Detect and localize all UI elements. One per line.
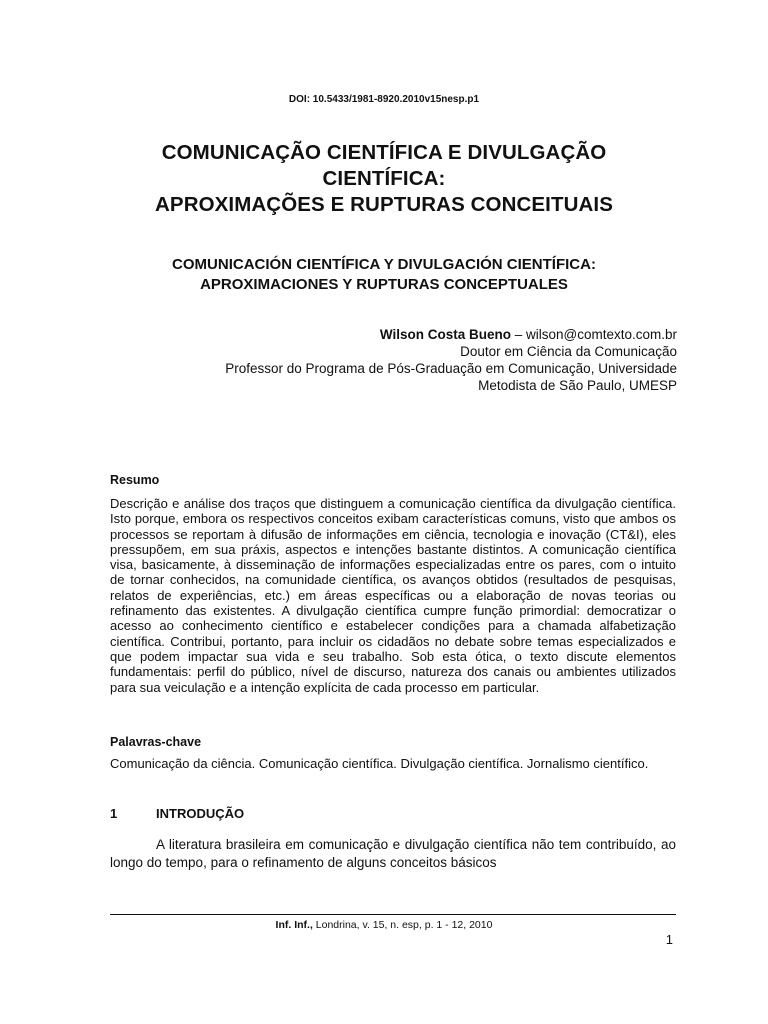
author-block bbox=[117, 326, 677, 394]
author-name: Wilson Costa Bueno bbox=[379, 327, 511, 342]
keywords-heading: Palavras-chave bbox=[110, 735, 202, 749]
introduction-heading bbox=[110, 806, 244, 821]
title-line-2: CIENTÍFICA: bbox=[322, 167, 446, 190]
citation-details: Londrina, v. 15, n. esp, p. 1 - 12, 2010 bbox=[312, 919, 493, 931]
title-line-3: APROXIMAÇÕES E RUPTURAS CONCEITUAIS bbox=[155, 193, 613, 216]
abstract-text: Descrição e análise dos traços que distinguem a comunicação científica da divulgação científica. Isto porque, embora os respectivos conceitos exibam características comuns, visto que ambos os processos se reportam à difusão de informações em ciência, tecnologia e inovação (CT&I), eles pressupõem, em sua práxis, aspectos e intenções bastante distintos. A comunicação científica visa, basicamente, à disseminação de informações especializadas entre os pares, com o intuito de tornar conhecidos, na comunidade científica, os avanços obtidos (resultados de pesquisas, relatos de experiências, etc.) em áreas específicas ou a elaboração de novas teorias ou refinamento das existentes. A divulgação científica cumpre função primordial: democratizar o acesso ao conhecimento científico e estabelecer condições para a chamada alfabetização científica. Contribui, portanto, para incluir os cidadãos no debate sobre temas especializados e que podem impactar sua vida e seu trabalho. Sob esta ótica, o texto discute elementos fundamentais: perfil do público, nível de discurso, natureza dos canais ou ambientes utilizados para sua veiculação e a intenção explícita de cada processo em particular. bbox=[110, 496, 676, 695]
article-title bbox=[100, 140, 668, 218]
title-line-1: COMUNICAÇÃO CIENTÍFICA E DIVULGAÇÃO bbox=[161, 141, 607, 164]
journal-name: Inf. Inf., bbox=[275, 919, 313, 931]
section-number: 1 bbox=[110, 806, 118, 821]
keywords-text: Comunicação da ciência. Comunicação científica. Divulgação científica. Jornalismo científico. bbox=[110, 756, 649, 771]
abstract-heading: Resumo bbox=[110, 473, 160, 487]
author-position-1: Professor do Programa de Pós-Graduação em Comunicação, Universidade bbox=[225, 361, 677, 376]
author-degree: Doutor em Ciência da Comunicação bbox=[460, 344, 677, 359]
introduction-text: A literatura brasileira em comunicação e divulgação científica não tem contribuído, ao longo do tempo, para o refinamento de alguns conceitos básicos bbox=[110, 837, 676, 870]
author-email: – wilson@comtexto.com.br bbox=[510, 327, 677, 342]
author-line bbox=[117, 326, 677, 343]
section-title: INTRODUÇÃO bbox=[156, 806, 245, 821]
article-subtitle bbox=[100, 255, 668, 295]
subtitle-line-2: APROXIMACIONES Y RUPTURAS CONCEPTUALES bbox=[200, 276, 568, 293]
subtitle-line-1: COMUNICACIÓN CIENTÍFICA Y DIVULGACIÓN CIENTÍFICA: bbox=[172, 256, 596, 273]
doi: DOI: 10.5433/1981-8920.2010v15nesp.p1 bbox=[288, 94, 480, 105]
page-number: 1 bbox=[665, 932, 673, 947]
author-position-2: Metodista de São Paulo, UMESP bbox=[478, 378, 677, 393]
footer-rule bbox=[110, 914, 676, 915]
footer-citation bbox=[0, 919, 768, 931]
